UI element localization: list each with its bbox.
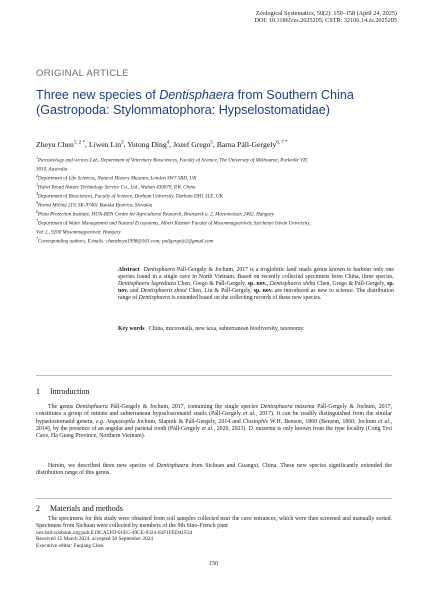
author-name: Yutong Ding [127,140,167,149]
author-affiliation-mark: 5 [210,140,213,146]
author-affiliation-mark: 3 [121,140,124,146]
intro-paragraph-2: Herein, we described three new species of Dentisphaera from Sichuan and Guangxi, China. These new species significantly extended the distribution range of this genus. [36,463,392,477]
title-text-2: from Southern China [234,88,354,102]
section-heading-methods: 2 Materials and methods [36,504,123,513]
article-footnote [36,530,336,549]
author-list: Zheyu Chen$^{1, 2 *}$, Liwen Lin$^3$, Yutong Ding$^4$, Jozef Grego$^5$, Barna Páll-Gergely$^{6, 7 *}$ [36,140,288,149]
affiliation-list [36,155,396,245]
section-divider [36,498,392,499]
affiliation-item: $^4$Department of Biosciences, Faculty of Science, Durham University, Durham DH1 3LE, UK [36,192,223,200]
section-heading-introduction: 1 Introduction [36,387,90,396]
affiliation-item: *Corresponding authors, E-mails: chenzheyu1998@163.com; pallgergely2@gmail.com [36,237,214,245]
executive-editor: Executive editor: Fuqiang Chen [36,542,104,549]
author-affiliation-mark: 1, 2 * [73,140,86,146]
affiliation-item: Vár 2., 9200 Mosonmagyaróvár, Hungary [36,229,121,236]
article-title [36,88,406,119]
author-name: Jozef Grego [173,140,211,149]
affiliation-item: $^5$Horná Mičiná 219, SK-97401 Banská Bystrica, Slovakia [36,201,153,209]
intro-paragraph-1: The genus Dentisphaera Páll-Gergely & Jochum, 2017, containing the single species Dentisphaera maxema Páll-Gergely & Jochum, 2017, constitutes a group of minute and subterranean hypselostomatid snails (Páll-Gergely et al., 2017). It can be readily distinguished from the similar hypselostomatid genera, e.g. Angustopila Jochum, Slapnik & Páll-Gergely, 2014 and Clostophis W.H. Benson, 1860 (Benson, 1860; Jochum et al., 2014), by the presence of an angular and parietal tooth (Páll-Gergely et al., 2020, 2023). D. maxema is only known from the type locality (Cong Troi Cave, Ha Giang Province, Northern Vietnam). [36,404,393,440]
title-text-1: Three new species of [36,88,160,102]
abstract-label: Abstract [118,267,140,273]
affiliation-item: $^6$Plant Protection Institute, HUN-REN Centre for Agricultural Research, Brunszvik u. 2, Martonvásár, 2462, Hungary [36,210,275,218]
journal-header [255,10,397,25]
journal-citation: Zoological Systematics, 50(2): 150–158 (April 24, 2025) [255,10,397,17]
author-affiliation-mark: 6, 7 * [276,140,288,146]
affiliation-item: $^1$Parasitology and vectors Lab, Department of Veterinary Biosciences, Faculty of Science, The University of Melbourne, Parkville VIC [36,156,309,164]
title-line-2: (Gastropoda: Stylommatophora: Hypselostomatidae) [36,103,330,118]
affiliation-item: $^2$Department of Life Sciences, Natural History Museum, London SW7 5BD, UK [36,174,197,182]
affiliation-item: $^7$Department of Water Management and Natural Ecosystems, Albert Kázmér Faculty of Mosonmagyaróvár, Széchenyi István University, [36,219,311,227]
section-divider [36,375,392,376]
keywords-label: Key words [118,326,145,332]
author-name: Barna Páll-Gergely [216,140,277,149]
title-genus: Dentisphaera [159,88,235,102]
zoobank-urn: urn:lsid:zoobank.org:pub:E19CA5FD-01EC-49CE-8324-02F1FED41F24 [36,530,193,536]
affiliation-item: 3010, Australia [36,166,68,173]
methods-paragraph-1: The specimens for this study were obtained from soil samples collected near the cave entrances, which were then screened and manually sorted. Specimens from Sichuan were collected by members of the 9th Sino-French joint [36,516,392,530]
abstract: Abstract Dentisphaera Páll-Gergely & Jochum, 2017 is a troglobitic land snails genus known to harbour only one species found in a single cave in North Vietnam. Based on recently collected specimens from China, three species, Dentisphaera lagrediaea Chen, Grego & Páll-Gergely, sp. nov., Dentisphaera shiha Chen, Grego & Páll-Gergely, sp. nov. and Dentisphaera zhoui Chen, Lin & Páll-Gergely, sp. nov. are introduced as new to science. The distribution range of Dentisphaera is extended based on the collecting records of these new species. [118,267,394,302]
author-name: Zheyu Chen [36,140,74,149]
author-affiliation-mark: 4 [166,140,170,146]
keywords [118,326,394,333]
keywords-text: China, microsnails, new taxa, subterranean biodiversity, taxonomy. [148,326,305,332]
page-number: 150 [208,560,219,567]
received-dates: Received 15 March 2024, accepted 30 September 2024 [36,536,154,543]
affiliation-item: $^3$Hubei Broad Nature Technology Service Co., Ltd., Wuhan 430079, P.R. China [36,183,196,191]
journal-doi: DOI: 10.11865/zs.2025205; CSTR: 32106.14.zs.2025205 [254,17,397,25]
author-name: Liwen Lin [88,140,122,149]
article-type-label: ORIGINAL ARTICLE [36,68,129,79]
